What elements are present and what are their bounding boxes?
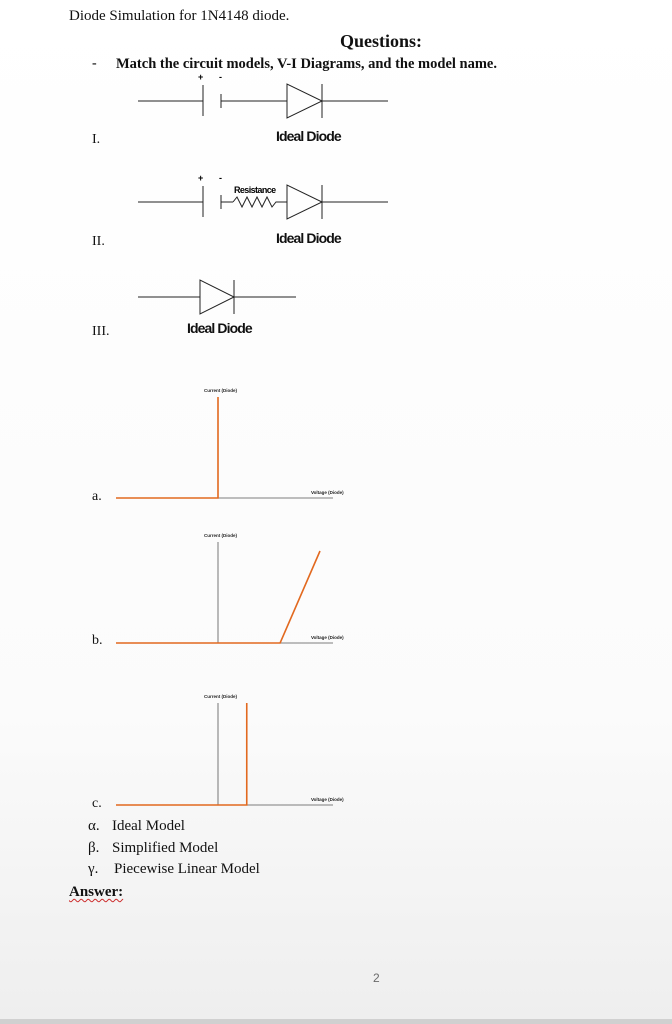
voltage-axis-label: Voltage (Diode)	[311, 490, 344, 495]
model-option-gamma	[88, 861, 260, 878]
model-greek-gamma: γ.	[88, 861, 99, 877]
circuit-caption-2: Ideal Diode	[276, 230, 341, 246]
battery-plus-sign-1: +	[198, 72, 204, 82]
graph-letter-c: c.	[92, 796, 102, 811]
questions-heading: Questions:	[340, 31, 423, 51]
model-greek-alpha: α.	[88, 818, 100, 834]
document-title: Diode Simulation for 1N4148 diode.	[69, 8, 290, 24]
model-option-alpha	[88, 818, 185, 835]
page-number: 2	[373, 971, 380, 985]
answer-label: Answer:	[69, 884, 124, 900]
current-axis-label: Current (Diode)	[204, 533, 237, 538]
circuit-caption-1: Ideal Diode	[276, 128, 341, 144]
current-axis-label: Current (Diode)	[204, 694, 237, 699]
vi-characteristic-curve	[116, 703, 247, 805]
voltage-axis-label: Voltage (Diode)	[311, 635, 344, 640]
model-name-alpha: Ideal Model	[112, 818, 185, 834]
model-name-beta: Simplified Model	[112, 840, 219, 856]
voltage-axis-label: Voltage (Diode)	[311, 797, 344, 802]
circuit-caption-3: Ideal Diode	[187, 320, 252, 336]
page-bottom-edge	[0, 1019, 672, 1024]
current-axis-label: Current (Diode)	[204, 388, 237, 393]
battery-plus-sign-2: +	[198, 173, 204, 183]
model-name-gamma: Piecewise Linear Model	[114, 861, 260, 877]
instruction-text: Match the circuit models, V-I Diagrams, and the model name.	[116, 56, 497, 72]
circuit-numeral-2: II.	[92, 234, 105, 249]
model-greek-beta: β.	[88, 840, 100, 856]
graph-letter-b: b.	[92, 633, 103, 648]
resistor-label: Resistance	[234, 185, 276, 195]
circuit-numeral-3: III.	[92, 324, 110, 339]
graph-letter-a: a.	[92, 489, 102, 504]
model-option-beta	[88, 840, 218, 857]
battery-minus-sign-2: -	[219, 173, 222, 183]
bullet-dash: -	[92, 56, 97, 71]
battery-minus-sign-1: -	[219, 72, 222, 82]
circuit-numeral-1: I.	[92, 132, 101, 147]
